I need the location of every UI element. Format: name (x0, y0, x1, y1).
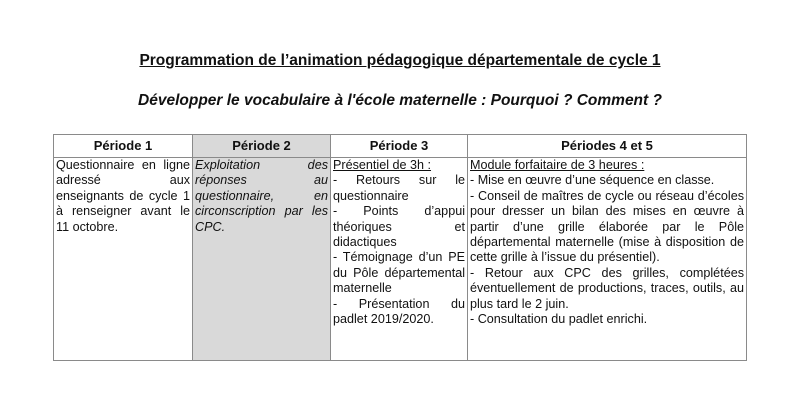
periodes-4-5-item: - Retour aux CPC des grilles, complétées éventuellement de productions, traces, outils, au plus tard le 2 juin. (470, 265, 744, 311)
periodes-4-5-item: - Conseil de maîtres de cycle ou réseau d’écoles pour dresser un bilan des mises en œuvre à partir d’une grille élaborée par le Pôle départemental maternelle (mise à disposition de cette grille à l’issue du présentiel). (470, 188, 744, 265)
cell-periode-2: Exploitation des réponses au questionnaire, en circonscription par les CPC. (193, 158, 331, 361)
cell-periodes-4-5 (468, 158, 747, 361)
periodes-4-5-item: - Mise en œuvre d’une séquence en classe. (470, 173, 715, 188)
periode-3-item: - Retours sur le questionnaire (333, 173, 465, 203)
header-periode-2: Période 2 (193, 135, 331, 158)
periode-3-item: - Témoignage d’un PE du Pôle départemental maternelle (333, 250, 465, 296)
document-title: Programmation de l’animation pédagogique départementale de cycle 1 (139, 52, 661, 69)
header-periode-1: Période 1 (54, 135, 193, 158)
periode-3-item: - Points d’appui théoriques et didactiques (333, 204, 465, 250)
periode-3-heading: Présentiel de 3h : (333, 158, 432, 172)
periode-3-item: - Présentation du padlet 2019/2020. (333, 296, 465, 327)
header-periode-3: Période 3 (331, 135, 468, 158)
programme-table (53, 134, 747, 361)
document-subtitle: Développer le vocabulaire à l'école maternelle : Pourquoi ? Comment ? (138, 92, 662, 109)
periodes-4-5-heading: Module forfaitaire de 3 heures : (470, 158, 645, 172)
table-row (54, 158, 747, 361)
cell-periode-3 (331, 158, 468, 361)
header-periodes-4-5: Périodes 4 et 5 (468, 135, 747, 158)
cell-periode-1: Questionnaire en ligne adressé aux enseignants de cycle 1 à renseigner avant le 11 octobre. (54, 158, 193, 361)
table-header-row (54, 135, 747, 158)
periodes-4-5-item: - Consultation du padlet enrichi. (470, 312, 648, 327)
